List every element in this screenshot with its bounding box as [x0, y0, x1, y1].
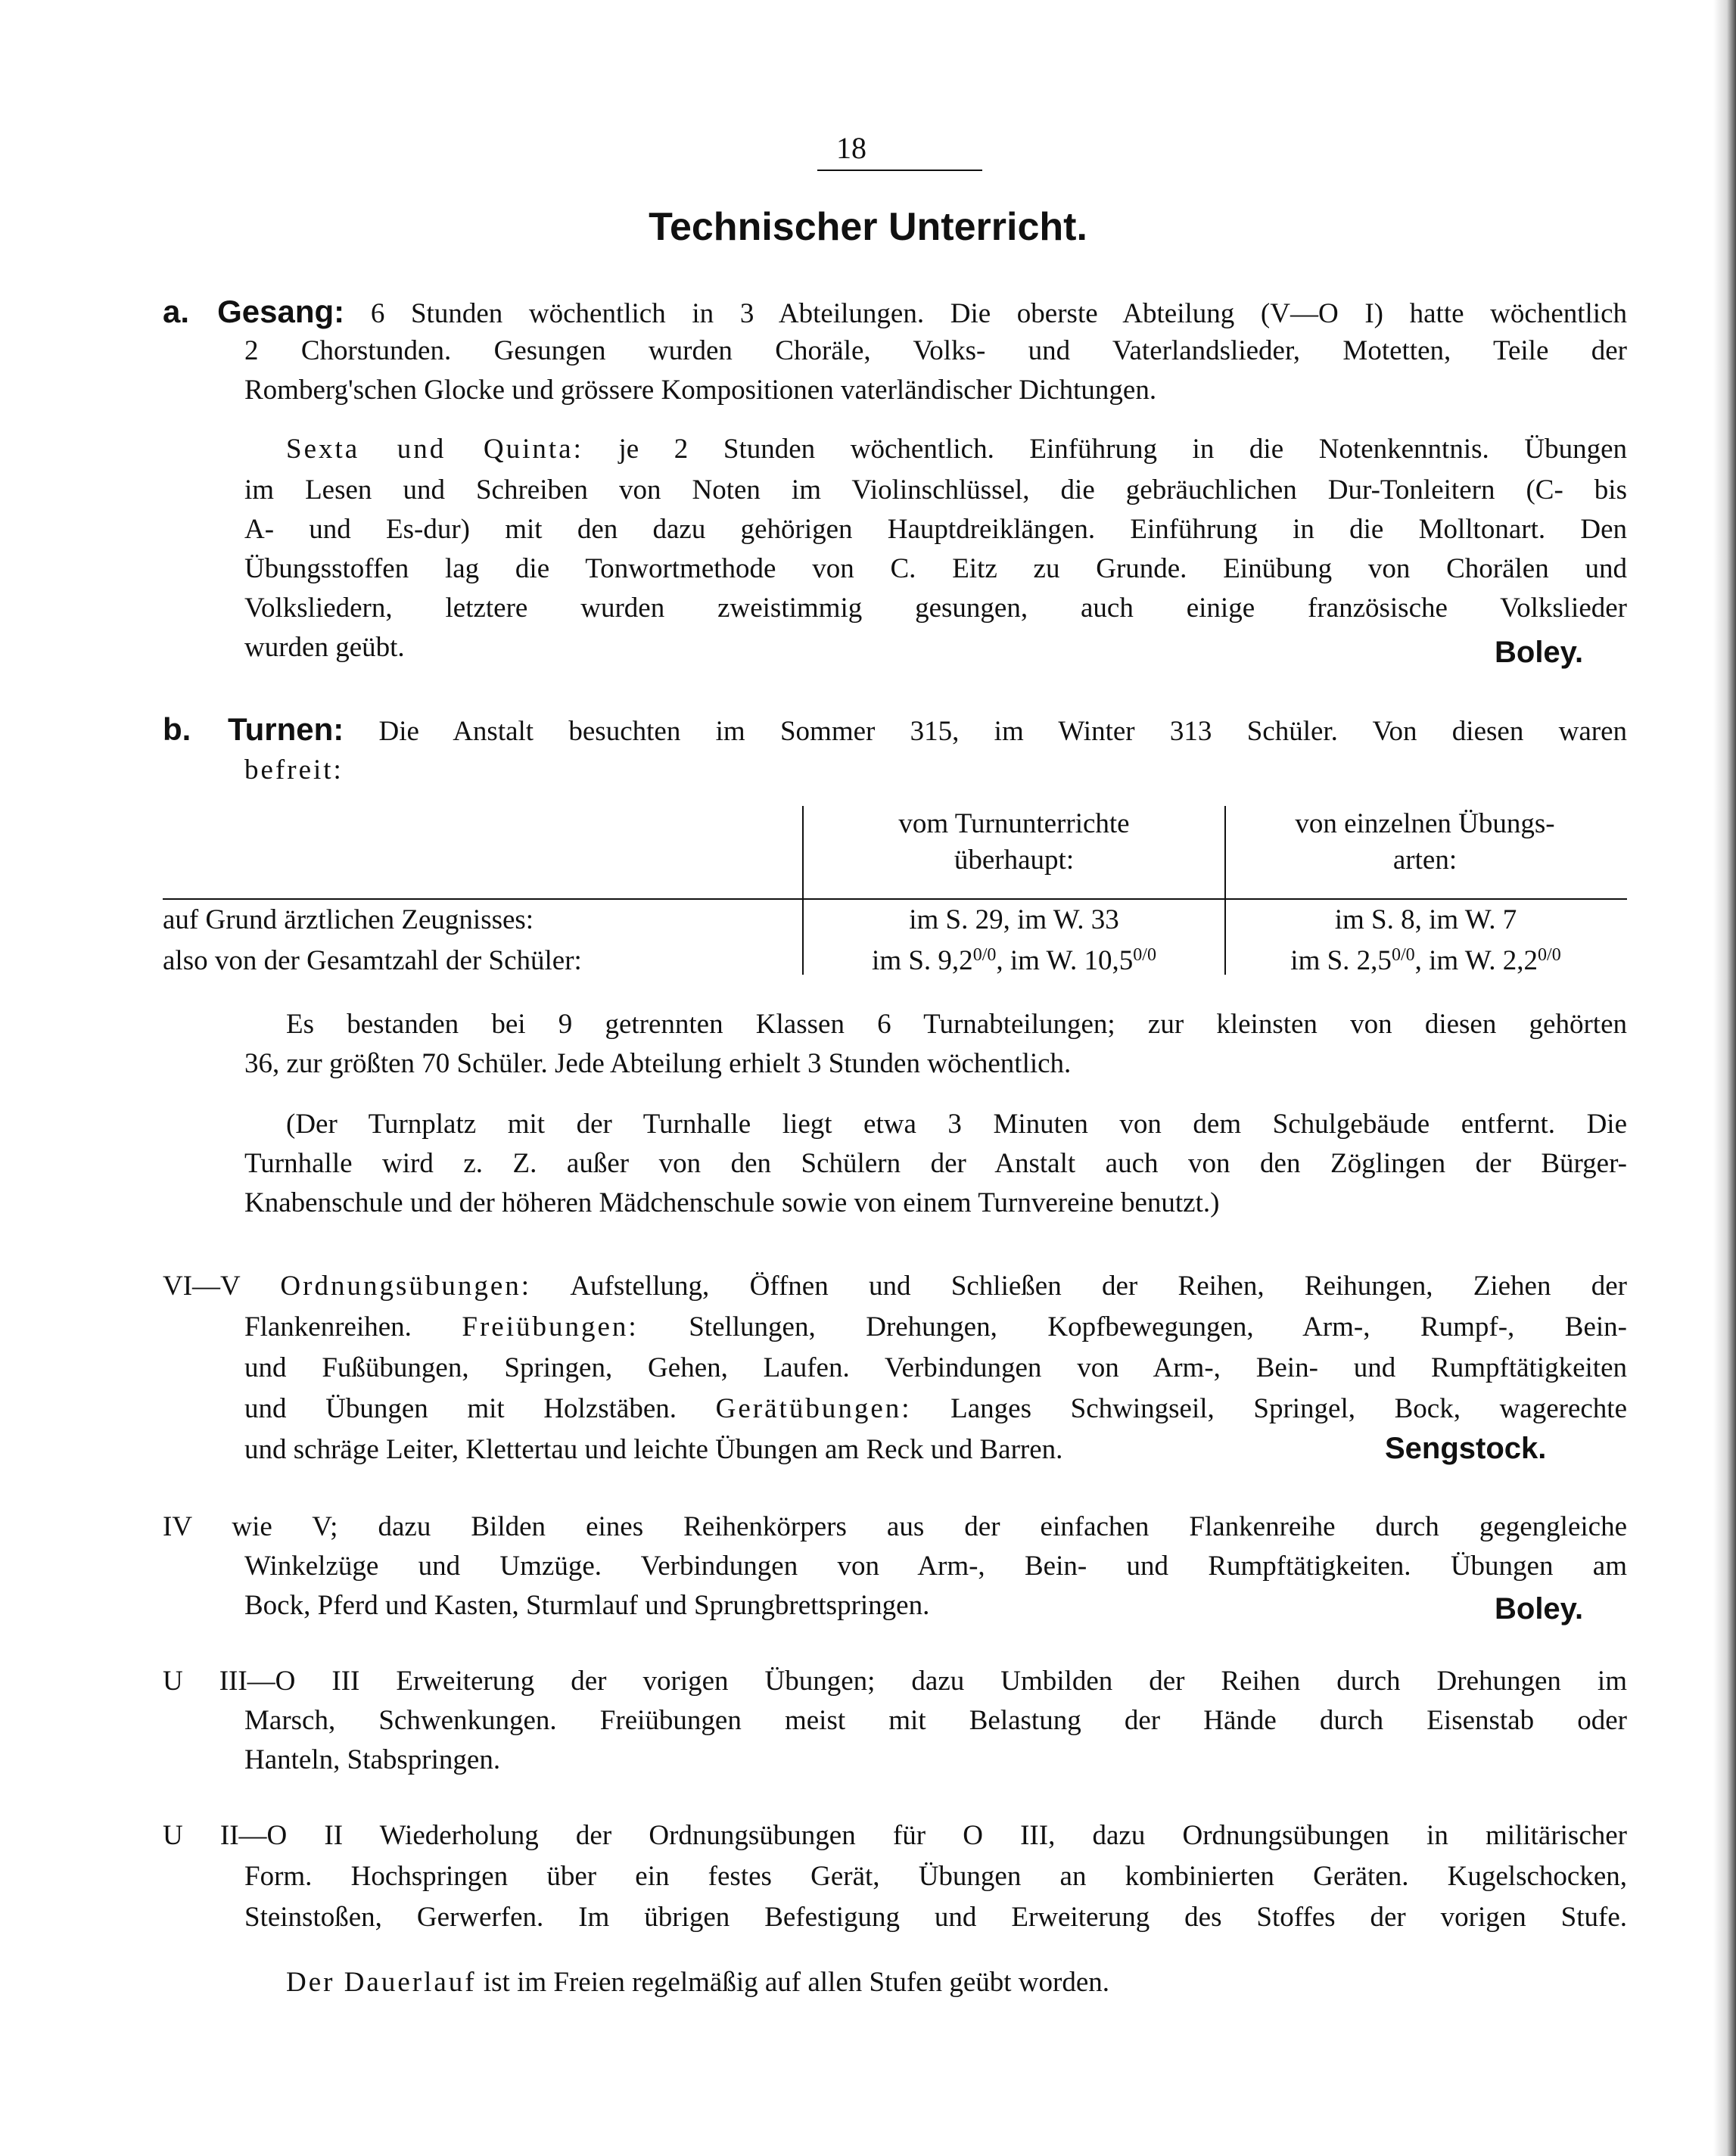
turnen-text: Die Anstalt besuchten im Sommer 315, im Winter 313 Schüler. Von diesen waren [378, 716, 1627, 747]
uiii-line-2: Marsch, Schwenkungen. Freiübungen meist mit Belastung der Hände durch Eisenstab oder [244, 1705, 1627, 1736]
sexta-line-2: im Lesen und Schreiben von Noten im Violinschlüssel, die gebräuchlichen Dur-Tonleitern (C- bis [244, 474, 1627, 506]
table-header-col1-a: vom Turnunterrichte [898, 808, 1130, 839]
abteilungen-line-1: Es bestanden bei 9 getrennten Klassen 6 Turnabteilungen; zur kleinsten von diesen gehörten [286, 1009, 1627, 1040]
uii-line-1: U II—O II Wiederholung der Ordnungsübungen für O III, dazu Ordnungsübungen in militärischer [163, 1820, 1627, 1851]
turnplatz-line-3: Knabenschule und der höheren Mädchenschule sowie von einem Turnvereine benutzt.) [244, 1187, 1220, 1218]
sexta-line-4: Übungsstoffen lag die Tonwortmethode von C. Eitz zu Grunde. Einübung von Chorälen und [244, 553, 1627, 584]
page-number: 18 [836, 131, 866, 165]
uii-line-2: Form. Hochspringen über ein festes Gerät, Übungen an kombinierten Geräten. Kugelschocken, [244, 1861, 1627, 1892]
gesang-signature: Boley. [1495, 636, 1584, 669]
iv-label: IV [163, 1511, 192, 1542]
vi-v-label: VI—V [163, 1271, 241, 1302]
sexta-line-6: wurden geübt. [244, 632, 405, 663]
table-header-col2-a: von einzelnen Übungs- [1295, 808, 1555, 839]
vi-v-line-3: und Fußübungen, Springen, Gehen, Laufen. Verbindungen von Arm-, Bein- und Rumpftätigkeiten [244, 1352, 1627, 1383]
iv-signature: Boley. [1495, 1592, 1584, 1626]
gesang-text: 6 Stunden wöchentlich in 3 Abteilungen. Die oberste Abteilung (V—O I) hatte wöchentlich [370, 298, 1628, 329]
uiii-label: U III—O III [163, 1666, 360, 1697]
table-header-rule [163, 898, 1627, 900]
turnplatz-line-1: (Der Turnplatz mit der Turnhalle liegt etwa 3 Minuten von dem Schulgebäude entfernt. Die [286, 1109, 1627, 1140]
vi-v-line-1: VI—V Ordnungsübungen: Aufstellung, Öffnen und Schließen der Reihen, Reihungen, Ziehen der [163, 1271, 1628, 1302]
vi-v-line-2: Flankenreihen. Freiübungen: Stellungen, Drehungen, Kopfbewegungen, Arm-, Rumpf-, Bein- [244, 1311, 1628, 1342]
table-row-1-label: auf Grund ärztlichen Zeugnisses: [163, 904, 534, 935]
dauerlauf-line: Der Dauerlauf ist im Freien regelmäßig auf allen Stufen geübt worden. [286, 1967, 1110, 1998]
uii-line-3: Steinstoßen, Gerwerfen. Im übrigen Befestigung und Erweiterung des Stoffes der vorigen Stufe. [244, 1902, 1627, 1933]
iv-line-1: IV wie V; dazu Bilden eines Reihenkörpers aus der einfachen Flankenreihe durch gegengleiche [163, 1511, 1628, 1542]
gesang-line-2: 2 Chorstunden. Gesungen wurden Choräle, Volks- und Vaterlandslieder, Motetten, Teile der [244, 335, 1627, 366]
table-header-col1-b: überhaupt: [954, 845, 1075, 876]
gesang-label: a. Gesang: [163, 294, 345, 329]
sexta-label: Sexta und Quinta: [286, 434, 583, 465]
sexta-line-1 [286, 431, 1627, 468]
gesang-line-3: Romberg'schen Glocke und grössere Kompositionen vaterländischer Dichtungen. [244, 375, 1157, 406]
turnen-line-1 [163, 711, 1627, 750]
sexta-line-3: A- und Es-dur) mit den dazu gehörigen Hauptdreiklängen. Einführung in die Molltonart. Den [244, 514, 1627, 545]
uiii-line-3: Hanteln, Stabspringen. [244, 1744, 501, 1775]
page-number-rule [817, 170, 982, 171]
table-header-col2-b: arten: [1392, 845, 1458, 876]
table-row-2-label: also von der Gesamtzahl der Schüler: [163, 945, 582, 976]
table-row-1-col1: im S. 29, im W. 33 [909, 904, 1119, 935]
table-row-2-col1: im S. $9,2^{0/0}$, im W. $10,5^{0/0}$ [872, 945, 1156, 976]
section-title: Technischer Unterricht. [649, 205, 1087, 249]
turnen-label: b. Turnen: [163, 711, 344, 747]
vi-v-line-5: und schräge Leiter, Klettertau und leichte Übungen am Reck und Barren. [244, 1434, 1063, 1465]
turnen-line-2: befreit: [244, 754, 344, 786]
iv-line-2: Winkelzüge und Umzüge. Verbindungen von Arm-, Bein- und Rumpftätigkeiten. Übungen am [244, 1551, 1627, 1582]
iv-line-3: Bock, Pferd und Kasten, Sturmlauf und Sprungbrettspringen. [244, 1590, 930, 1621]
uii-label: U II—O II [163, 1820, 344, 1851]
abteilungen-line-2: 36, zur größten 70 Schüler. Jede Abteilung erhielt 3 Stunden wöchentlich. [244, 1048, 1072, 1079]
table-row-1-col2: im S. 8, im W. 7 [1334, 904, 1517, 935]
scan-edge-shadow [1713, 0, 1736, 2156]
gesang-line-1 [163, 294, 1627, 332]
vi-v-signature: Sengstock. [1385, 1432, 1547, 1465]
vi-v-line-4: und Übungen mit Holzstäben. Gerätübungen: Langes Schwingseil, Springel, Bock, wagerechte [244, 1393, 1628, 1424]
sexta-line-5: Volksliedern, letztere wurden zweistimmig gesungen, auch einige französische Volkslieder [244, 593, 1627, 624]
sexta-text: je 2 Stunden wöchentlich. Einführung in die Notenkenntnis. Übungen [618, 434, 1628, 465]
turnplatz-line-2: Turnhalle wird z. Z. außer von den Schülern der Anstalt auch von den Zöglingen der Bürger- [244, 1148, 1627, 1179]
table-row-2-col2: im S. $2,5^{0/0}$, im W. $2,2^{0/0}$ [1290, 945, 1561, 976]
uiii-line-1: U III—O III Erweiterung der vorigen Übungen; dazu Umbilden der Reihen durch Drehungen im [163, 1666, 1627, 1697]
